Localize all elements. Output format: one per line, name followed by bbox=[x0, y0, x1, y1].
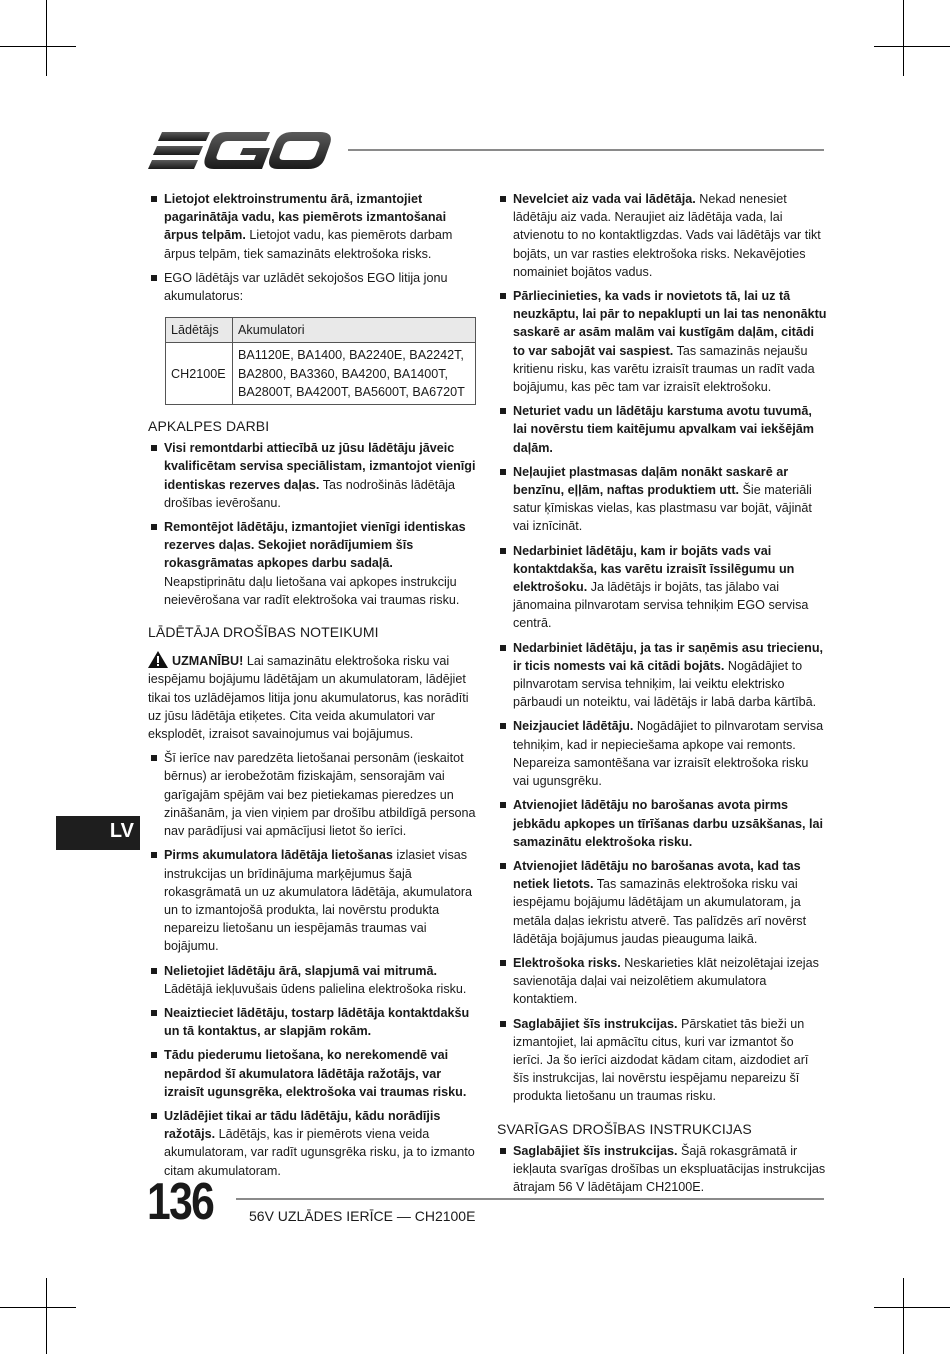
battery-compatibility-table bbox=[165, 317, 476, 405]
list-item: Šī ierīce nav paredzēta lietošanai personām (ieskaitot bērnus) ar ierobežotām fiziskajām, sensorajām vai garīgajām spējām vai bez pietiekamas pieredzes un zināšanām, ja vien viņiem par drošību atbildīgā persona nav parādījusi vai apmācījusi lietot šo ierīci. bbox=[148, 749, 476, 840]
footer-rule bbox=[236, 1198, 824, 1200]
footer-title: 56V UZLĀDES IERĪCE — CH2100E bbox=[249, 1208, 476, 1224]
service-heading: APKALPES DARBI bbox=[148, 418, 270, 435]
list-item: Nedarbiniet lādētāju, kam ir bojāts vads vai kontaktdakša, kas varētu izraisīt īssilēgumu un elektrošoku. Ja lādētājs ir bojāts, tas jālabo vai jānomaina pilnvarotam servisa tehniķim EGO servisa centrā. bbox=[497, 542, 827, 633]
charger-model: CH2100E bbox=[166, 343, 233, 405]
crop-mark bbox=[903, 1278, 904, 1354]
table-header-batteries: Akumulatori bbox=[233, 318, 476, 343]
list-item: Nelietojiet lādētāju ārā, slapjumā vai mitrumā. Lādētājā iekļuvušais ūdens palielina elektrošoka risku. bbox=[148, 962, 476, 998]
list-item: Neturiet vadu un lādētāju karstuma avotu tuvumā, lai novērstu tiem kaitējumu apvalkam vai iekšējām daļām. bbox=[497, 402, 827, 457]
list-item: Remontējot lādētāju, izmantojiet vienīgi identiskas rezerves daļas. Sekojiet norādījumiem šīs rokasgrāmatas apkopes darbu sadaļā. Neapstiprinātu daļu lietošana vai apkopes instrukciju neievērošana var radīt elektrošoka vai traumas risku. bbox=[148, 518, 476, 609]
list-item: Tādu piederumu lietošana, ko nerekomendē vai nepārdod šī akumulatora lādētāja ražotājs, var izraisīt ugunsgrēka, elektrošoka vai traumas risku. bbox=[148, 1046, 476, 1101]
list-item: Neizjauciet lādētāju. Nogādājiet to pilnvarotam servisa tehniķim, kad ir nepieciešama apkope vai remonts. Nepareiza samontēšana var izraisīt elektrošoka risku vai ugunsgrēku. bbox=[497, 717, 827, 790]
right-column bbox=[497, 190, 827, 1202]
crop-mark bbox=[46, 0, 47, 76]
list-item: Atvienojiet lādētāju no barošanas avota, kad tas netiek lietots. Tas samazinās elektrošoka risku vai iespējamu bojājumu lādētājam un akumulatoram, ja metāla daļas iekristu atverē. Tas palīdzēs arī novērst lādētāja bojājumus jaudas pieauguma laikā. bbox=[497, 857, 827, 948]
crop-mark bbox=[46, 1278, 47, 1354]
list-item: Nevelciet aiz vada vai lādētāja. Nekad nenesiet lādētāju aiz vada. Neraujiet aiz lādētāja vada, lai atvienotu to no kontaktligzdas. Vads vai lādētājs var tikt bojāts, un var rasties elektrošoka risks. Nekavējoties nomainiet bojātos vadus. bbox=[497, 190, 827, 281]
important-heading: SVARĪGAS DROŠĪBAS INSTRUKCIJAS bbox=[497, 1120, 752, 1137]
crop-mark bbox=[874, 1307, 950, 1308]
warning-paragraph: UZMANĪBU! Lai samazinātu elektrošoka risku vai iespējamu bojājumu lādētājam un akumulatoram, lādējiet tikai tos uzlādējamos litija jonu akumulatorus, kas norādīti uz jūsu lādētāja etiķetes. Cita veida akumulatori var eksplodēt, izraisot savainojumus vai bojājumus. bbox=[148, 651, 476, 743]
crop-mark bbox=[0, 46, 76, 47]
warning-icon bbox=[148, 651, 168, 668]
page-number: 136 bbox=[147, 1173, 214, 1231]
battery-list: BA1120E, BA1400, BA2240E, BA2242T, BA2800, BA3360, BA4200, BA1400T, BA2800T, BA4200T, BA5600T, BA6720T bbox=[233, 343, 476, 405]
left-column bbox=[148, 190, 476, 1186]
list-item: Pārliecinieties, ka vads ir novietots tā, lai uz tā neuzkāptu, lai pār to nepaklupti un lai tas nenonāktu saskarē ar asām malām vai kustīgām daļām, citādi to var sabojāt vai saspiest. Tas samazinās nejaušu kritienu risku, kas varētu izraisīt traumas un radīt vada bojājumu, kas pēc tam var izraisīt elektrošoku. bbox=[497, 287, 827, 396]
list-item: Saglabājiet šīs instrukcijas. Šajā rokasgrāmatā ir iekļauta svarīgas drošības un ekspluatācijas instrukcijas ātrajam 56 V lādētājam CH2100E. bbox=[497, 1142, 827, 1197]
crop-mark bbox=[874, 46, 950, 47]
list-item: EGO lādētājs var uzlādēt sekojošos EGO litija jonu akumulatorus: bbox=[148, 269, 476, 305]
list-item: Neļaujiet plastmasas daļām nonākt saskarē ar benzīnu, eļļām, naftas produktiem utt. Šie materiāli satur ķīmiskas vielas, kas plastmasu var bojāt, vājināt vai iznīcināt. bbox=[497, 463, 827, 536]
list-item: Uzlādējiet tikai ar tādu lādētāju, kādu norādījis ražotājs. Lādētājs, kas ir piemērots viena veida akumulatoram, var radīt ugunsgrēka risku, ja to izmanto citam akumulatoram. bbox=[148, 1107, 476, 1180]
list-item: Nedarbiniet lādētāju, ja tas ir saņēmis asu triecienu, ir ticis nomests vai kā citādi bojāts. Nogādājiet to pilnvarotam servisa tehniķim, lai veiktu elektrisko pārbaudi un noteiktu, vai lādētājs ir labā darba kārtībā. bbox=[497, 639, 827, 712]
crop-mark bbox=[0, 1307, 76, 1308]
list-item: Saglabājiet šīs instrukcijas. Pārskatiet tās bieži un izmantojiet, lai apmācītu citus, kuri var izmantot šo ierīci. Ja šo ierīci aizdodat kādam citam, aizdodiet arī šīs instrukcijas, lai novērstu iespējamu nepareizu šī produkta lietošanu un traumas risku. bbox=[497, 1015, 827, 1106]
crop-mark bbox=[903, 0, 904, 76]
language-tab bbox=[56, 816, 140, 850]
language-code: LV bbox=[109, 820, 134, 842]
safety-heading: LĀDĒTĀJA DROŠĪBAS NOTEIKUMI bbox=[148, 624, 379, 641]
list-item: Pirms akumulatora lādētāja lietošanas izlasiet visas instrukcijas un brīdinājuma marķējumus šajā rokasgrāmatā un uz akumulatora lādētāja, akumulatora un to izmantojošā produkta, lai novērstu produkta nepareizu lietošanu un iespējamās traumas vai bojājumu. bbox=[148, 846, 476, 955]
list-item: Atvienojiet lādētāju no barošanas avota pirms jebkādu apkopes un tīrīšanas darbu uzsākšanas, lai samazinātu elektrošoka risku. bbox=[497, 796, 827, 851]
list-item: Neaiztieciet lādētāju, tostarp lādētāja kontaktdakšu un tā kontaktus, ar slapjām rokām. bbox=[148, 1004, 476, 1040]
list-item: Visi remontdarbi attiecībā uz jūsu lādētāju jāveic kvalificētam servisa speciālistam, izmantojot vienīgi identiskas rezerves daļas. Tas nodrošinās lādētāja drošības ievērošanu. bbox=[148, 439, 476, 512]
header-rule bbox=[348, 149, 824, 151]
list-item: Lietojot elektroinstrumentu ārā, izmantojiet pagarinātāja vadu, kas piemērots izmantošanai ārpus telpām. Lietojot vadu, kas piemērots darbam ārpus telpām, tiek samazināts elektrošoka risks. bbox=[148, 190, 476, 263]
table-header-charger: Lādētājs bbox=[166, 318, 233, 343]
list-item: Elektrošoka risks. Neskarieties klāt neizolētajai izejas savienotāja daļai vai neizolētiem akumulatora kontaktiem. bbox=[497, 954, 827, 1009]
ego-logo bbox=[148, 128, 332, 174]
